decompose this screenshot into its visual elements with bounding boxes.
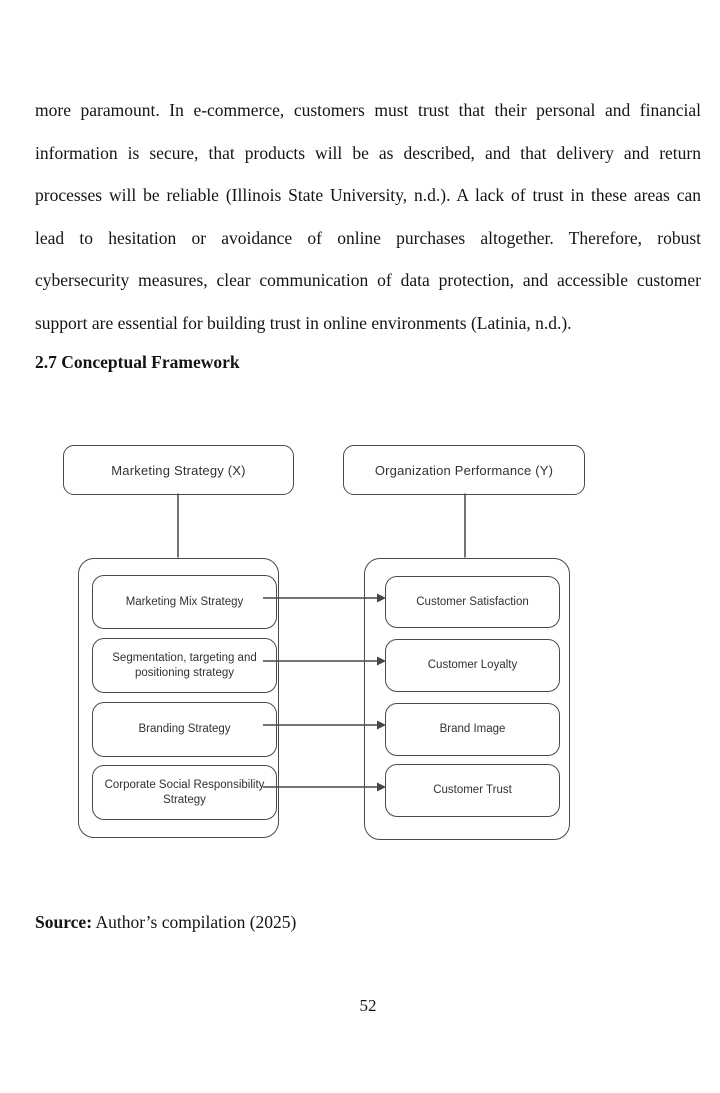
customer-loyalty-box: Customer Loyalty (385, 639, 560, 692)
customer-trust-box: Customer Trust (385, 764, 560, 817)
brand-image-box: Brand Image (385, 703, 560, 756)
paragraph-line: support are essential for building trust in online environments (Latinia, n.d.). (35, 312, 572, 333)
organization-performance-box: Organization Performance (Y) (343, 445, 585, 495)
paragraph-line: information is secure, that products will be as described, and that delivery and return (35, 142, 701, 163)
paragraph-line: processes will be reliable (Illinois State University, n.d.). A lack of trust in these areas can (35, 185, 701, 205)
figure-source (35, 912, 296, 933)
source-label: Source: (35, 912, 93, 932)
page-number: 52 (359, 996, 377, 1015)
paragraph-line: more paramount. In e-commerce, customers must trust that their personal and financial (35, 100, 701, 120)
paragraph-line: cybersecurity measures, clear communication of data protection, and accessible customer (35, 270, 701, 290)
body-paragraph (35, 89, 701, 344)
marketing-strategy-box: Marketing Strategy (X) (63, 445, 294, 495)
csr-strategy-box: Corporate Social Responsibility Strategy (92, 765, 277, 820)
branding-strategy-box: Branding Strategy (92, 702, 277, 757)
section-heading: 2.7 Conceptual Framework (35, 352, 240, 372)
source-text: Author’s compilation (2025) (95, 912, 297, 932)
segmentation-targeting-positioning-box: Segmentation, targeting and positioning strategy (92, 638, 277, 693)
paragraph-line: lead to hesitation or avoidance of online purchases altogether. Therefore, robust (35, 227, 701, 248)
marketing-mix-strategy-box: Marketing Mix Strategy (92, 575, 277, 629)
customer-satisfaction-box: Customer Satisfaction (385, 576, 560, 628)
